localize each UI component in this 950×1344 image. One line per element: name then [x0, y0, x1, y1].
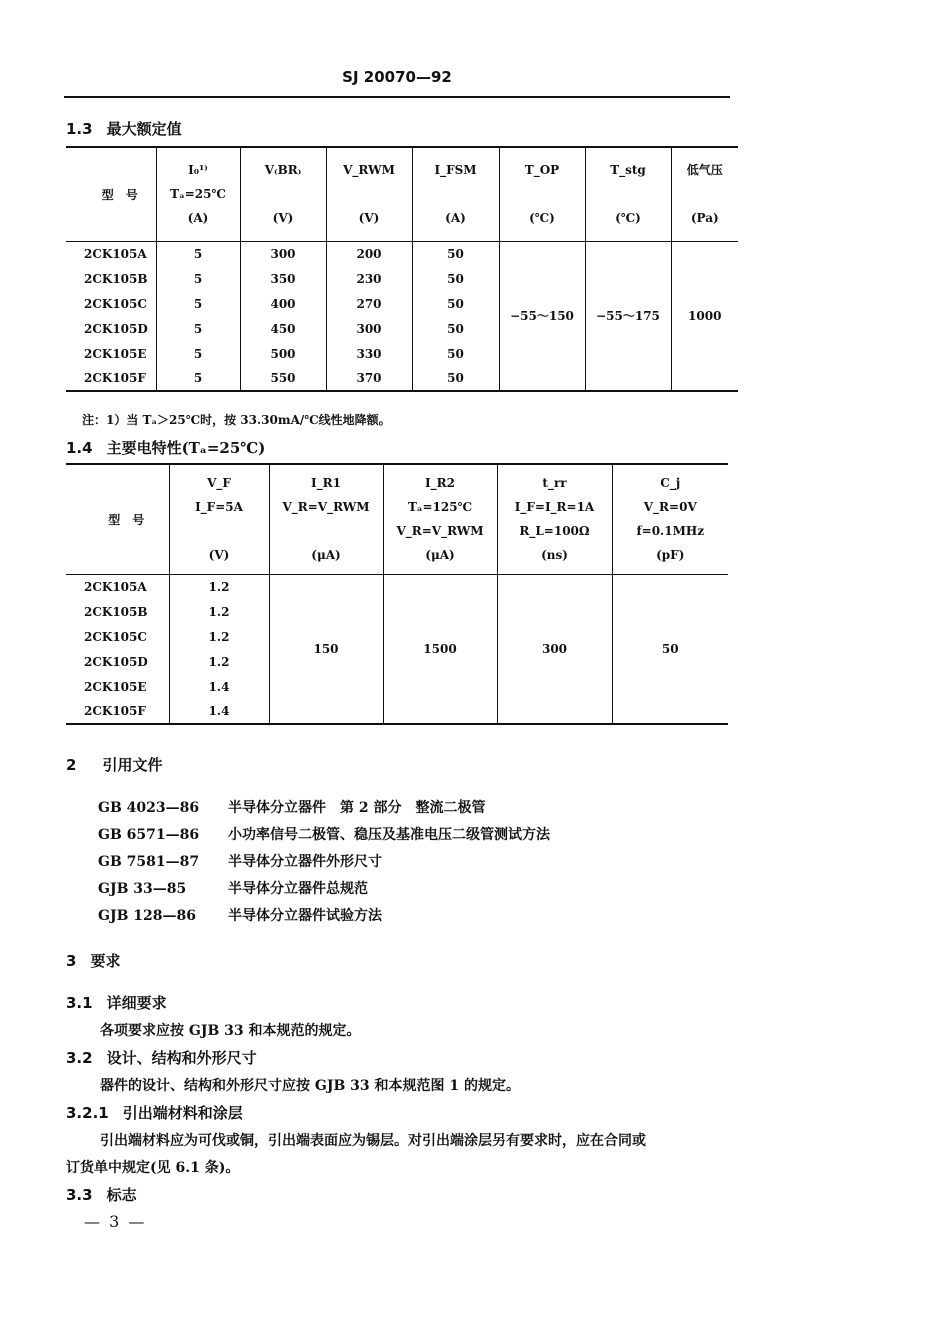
- vf-cell: 1.2: [169, 649, 269, 674]
- section-1-3-heading: [66, 118, 182, 139]
- reference-code: GB 7581—87: [98, 854, 200, 870]
- reference-item: [98, 905, 382, 925]
- model-cell: 2CK105F: [66, 699, 169, 724]
- model-cell: 2CK105F: [66, 366, 156, 391]
- table-row: [66, 241, 738, 266]
- section-title: 主要电特性(Tₐ=25℃): [106, 439, 266, 457]
- reference-code: GB 4023—86: [98, 800, 200, 816]
- io-cell: 5: [156, 241, 240, 266]
- model-cell: 2CK105A: [66, 241, 156, 266]
- reference-code: GB 6571—86: [98, 827, 200, 843]
- column-header-trr: t_rr I_F=I_R=1A R_L=100Ω (ns): [497, 464, 612, 574]
- reference-code: GJB 128—86: [98, 908, 196, 924]
- vbr-cell: 550: [240, 366, 326, 391]
- vbr-cell: 500: [240, 341, 326, 366]
- reference-item: [98, 797, 486, 817]
- electrical-characteristics-table: [66, 463, 728, 725]
- section-title: 要求: [90, 952, 121, 970]
- ifsm-cell: 50: [412, 366, 499, 391]
- page-number: — 3 —: [84, 1212, 147, 1231]
- reference-item: [98, 878, 368, 898]
- ir2-cell: 1500: [383, 574, 497, 724]
- vrwm-cell: 330: [326, 341, 412, 366]
- ir1-cell: 150: [269, 574, 383, 724]
- section-3-2-text: 器件的设计、结构和外形尺寸应按 GJB 33 和本规范图 1 的规定。: [100, 1078, 521, 1094]
- section-number: 3.3: [66, 1186, 93, 1204]
- reference-title: 半导体分立器件试验方法: [228, 908, 382, 924]
- section-number: 3.2.1: [66, 1104, 109, 1122]
- io-cell: 5: [156, 266, 240, 291]
- column-header-cj: C_j V_R=0V f=0.1MHz (pF): [636, 476, 705, 563]
- tstg-range-cell: −55～175: [585, 241, 671, 391]
- model-cell: 2CK105A: [66, 574, 169, 599]
- vf-cell: 1.4: [169, 674, 269, 699]
- top-range-cell: −55～150: [499, 241, 585, 391]
- column-header-tstg: T_stg (℃): [585, 147, 671, 241]
- column-header-vf: V_F I_F=5A (V): [169, 464, 269, 574]
- section-1-4-heading: [66, 437, 265, 458]
- table-header-row: [66, 147, 738, 241]
- vbr-cell: 300: [240, 241, 326, 266]
- section-number: 3.1: [66, 994, 93, 1012]
- vbr-cell: 450: [240, 316, 326, 341]
- model-cell: 2CK105C: [66, 624, 169, 649]
- model-cell: 2CK105B: [66, 599, 169, 624]
- section-title: 引出端材料和涂层: [122, 1104, 243, 1122]
- reference-item: [98, 824, 550, 844]
- vrwm-cell: 200: [326, 241, 412, 266]
- reference-title: 半导体分立器件 第 2 部分 整流二极管: [228, 800, 486, 816]
- reference-title: 小功率信号二极管、稳压及基准电压二级管测试方法: [228, 827, 550, 843]
- model-cell: 2CK105B: [66, 266, 156, 291]
- low-pressure-cell: 1000: [688, 308, 722, 323]
- column-header-ir1: I_R1 V_R=V_RWM (μA): [269, 464, 383, 574]
- section-title: 标志: [106, 1186, 137, 1204]
- derating-note: 注：1）当 Tₐ＞25℃时，按 33.30mA/℃线性地降额。: [82, 413, 391, 427]
- vrwm-cell: 270: [326, 291, 412, 316]
- cj-cell: 50: [661, 641, 679, 656]
- column-header-vrwm: V_RWM (V): [326, 147, 412, 241]
- vf-cell: 1.4: [169, 699, 269, 724]
- header-rule: [64, 96, 730, 98]
- ifsm-cell: 50: [412, 341, 499, 366]
- model-cell: 2CK105E: [66, 674, 169, 699]
- io-cell: 5: [156, 366, 240, 391]
- io-cell: 5: [156, 341, 240, 366]
- section-3-2-1-text-line2: 订货单中规定(见 6.1 条)。: [66, 1160, 240, 1176]
- section-3-1-text: 各项要求应按 GJB 33 和本规范的规定。: [100, 1023, 361, 1039]
- column-header-model: 型 号: [66, 464, 169, 574]
- reference-item: [98, 851, 382, 871]
- model-cell: 2CK105C: [66, 291, 156, 316]
- section-title: 设计、结构和外形尺寸: [106, 1049, 257, 1067]
- section-3-2-1-heading: [66, 1102, 243, 1123]
- column-header-io: I₀¹⁾ Tₐ=25℃ (A): [156, 147, 240, 241]
- ifsm-cell: 50: [412, 316, 499, 341]
- model-cell: 2CK105E: [66, 341, 156, 366]
- vf-cell: 1.2: [169, 624, 269, 649]
- vf-cell: 1.2: [169, 599, 269, 624]
- section-2-heading: [66, 754, 162, 775]
- column-header-model: 型 号: [66, 147, 156, 241]
- column-header-ifsm: I_FSM (A): [412, 147, 499, 241]
- vrwm-cell: 230: [326, 266, 412, 291]
- column-header-low-pressure: 低气压 (Pa): [686, 163, 723, 226]
- section-3-3-heading: [66, 1184, 137, 1205]
- ifsm-cell: 50: [412, 266, 499, 291]
- trr-cell: 300: [497, 574, 612, 724]
- io-cell: 5: [156, 291, 240, 316]
- section-3-2-1-text-line1: 引出端材料应为可伐或铜，引出端表面应为锡层。对引出端涂层另有要求时，应在合同或: [100, 1133, 646, 1149]
- section-title: 最大额定值: [106, 120, 182, 138]
- document-header: SJ 20070—92: [342, 68, 452, 86]
- section-number: 1.3: [66, 120, 93, 138]
- section-3-1-heading: [66, 992, 167, 1013]
- vrwm-cell: 370: [326, 366, 412, 391]
- vbr-cell: 350: [240, 266, 326, 291]
- section-number: 3.2: [66, 1049, 93, 1067]
- column-header-vbr: V₍BR₎ (V): [240, 147, 326, 241]
- table-row: [66, 574, 728, 599]
- model-cell: 2CK105D: [66, 649, 169, 674]
- reference-title: 半导体分立器件总规范: [228, 881, 368, 897]
- vrwm-cell: 300: [326, 316, 412, 341]
- section-number: 3: [66, 952, 77, 970]
- column-header-top: T_OP (℃): [499, 147, 585, 241]
- max-ratings-table: [66, 146, 738, 392]
- reference-title: 半导体分立器件外形尺寸: [228, 854, 382, 870]
- section-title: 详细要求: [106, 994, 167, 1012]
- vf-cell: 1.2: [169, 574, 269, 599]
- section-title: 引用文件: [102, 756, 163, 774]
- io-cell: 5: [156, 316, 240, 341]
- model-cell: 2CK105D: [66, 316, 156, 341]
- section-3-2-heading: [66, 1047, 257, 1068]
- section-3-heading: [66, 950, 120, 971]
- table-header-row: [66, 464, 728, 574]
- ifsm-cell: 50: [412, 291, 499, 316]
- ifsm-cell: 50: [412, 241, 499, 266]
- reference-code: GJB 33—85: [98, 881, 187, 897]
- vbr-cell: 400: [240, 291, 326, 316]
- section-number: 1.4: [66, 439, 93, 457]
- section-number: 2: [66, 756, 77, 774]
- column-header-ir2: I_R2 Tₐ=125℃ V_R=V_RWM (μA): [383, 464, 497, 574]
